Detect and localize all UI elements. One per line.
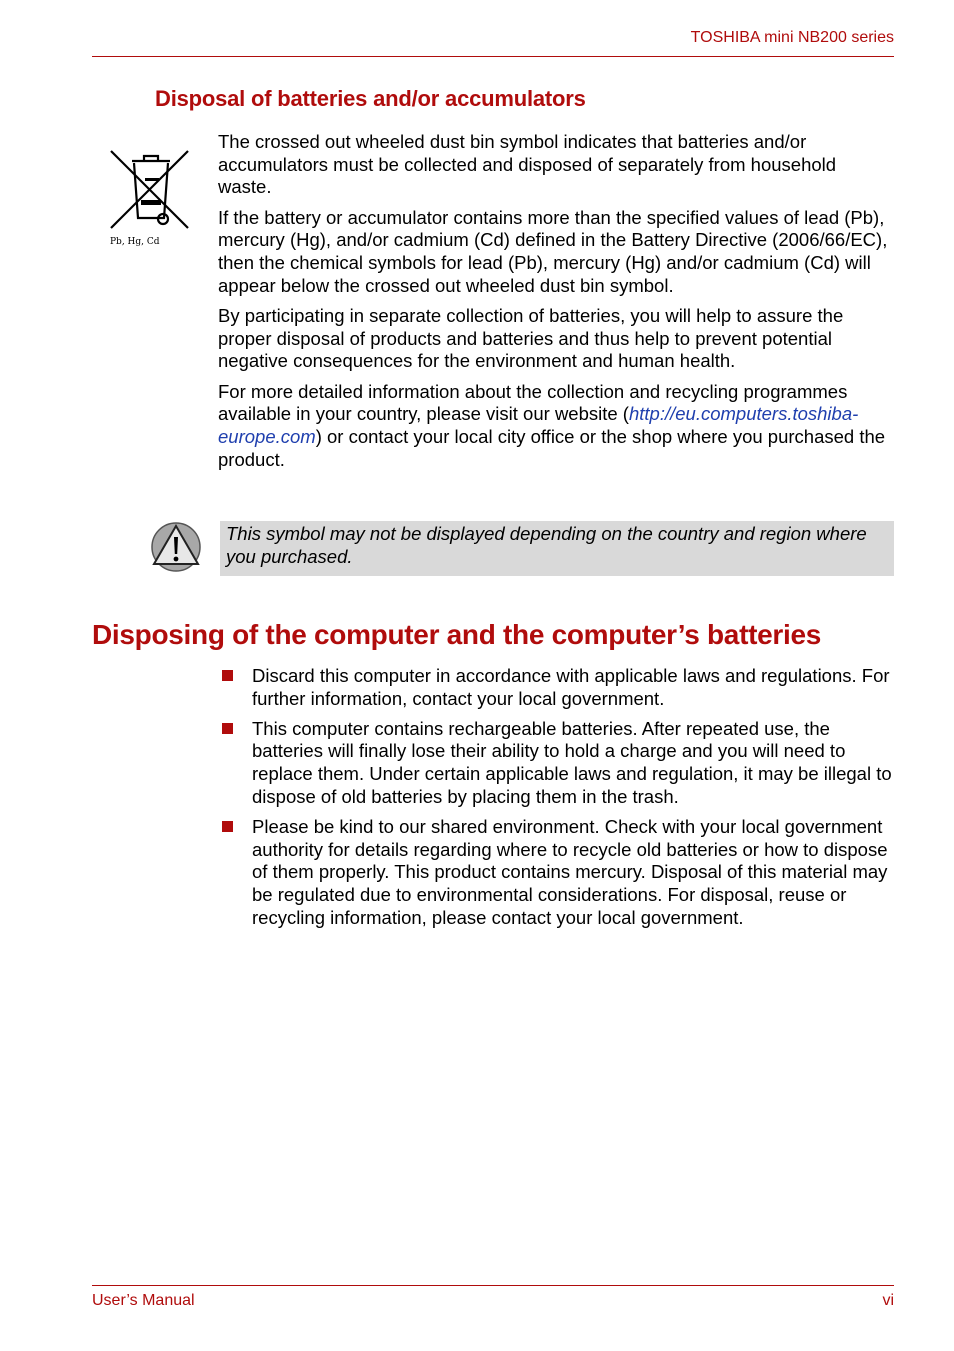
website-link[interactable]: http://eu.computers.toshiba-europe.com xyxy=(218,403,859,447)
header-rule xyxy=(92,56,894,57)
footer-manual-title: User’s Manual xyxy=(92,1292,195,1309)
bullet-square-icon xyxy=(222,723,233,734)
paragraph-3: By participating in separate collection of batteries, you will help to assure the proper disposal of products and batteries and thus help to prevent potential negative consequences for the environment and human health. xyxy=(218,304,844,372)
page-number: vi xyxy=(882,1292,894,1309)
footer-rule xyxy=(92,1285,894,1286)
running-header: TOSHIBA mini NB200 series xyxy=(690,29,894,46)
list-item xyxy=(220,665,894,711)
crossed-out-wheeled-bin-icon xyxy=(108,148,193,248)
list-item xyxy=(220,718,894,809)
warning-icon xyxy=(150,520,202,572)
paragraph-4 xyxy=(218,381,894,472)
paragraph-1: The crossed out wheeled dust bin symbol indicates that batteries and/or accumulators must be collected and disposed of separately from household waste. xyxy=(218,131,837,198)
note-box: This symbol may not be displayed depending on the country and region where you purchased. xyxy=(220,521,894,576)
paragraph-4-end: ) or contact your local city office or the shop where you purchased the product. xyxy=(218,425,886,470)
paragraph-2: If the battery or accumulator contains more than the specified values of lead (Pb), mercury (Hg), and/or cadmium (Cd) defined in the Battery Directive (2006/66/EC), then the chemical symbols for lead (Pb), mercury (Hg) and/or cadmium (Cd) will appear below the crossed out wheeled dust bin symbol. xyxy=(218,206,888,296)
intro-text-block xyxy=(218,131,894,479)
list-item-text: This computer contains rechargeable batteries. After repeated use, the batteries will finally lose their ability to hold a charge and you will need to replace them. Under certain applicable laws and regulation, it may be illegal to dispose of old batteries by placing them in the trash. xyxy=(252,717,892,807)
list-item-text: Discard this computer in accordance with applicable laws and regulations. For further information, contact your local government. xyxy=(252,665,890,709)
list-item xyxy=(220,816,894,930)
main-heading: Disposing of the computer and the computer’s batteries xyxy=(92,619,822,650)
list-item-text: Please be kind to our shared environment. Check with your local government authority for details regarding where to recycle old batteries or how to dispose of them properly. This product contains mercury. Disposal of this material may be regulated due to environmental considerations. For disposal, reuse or recycling information, please contact your local government. xyxy=(252,815,888,928)
section-heading: Disposal of batteries and/or accumulators xyxy=(155,86,586,111)
bullet-square-icon xyxy=(222,821,233,832)
bin-caption: Pb, Hg, Cd xyxy=(110,237,160,247)
bullet-square-icon xyxy=(222,670,233,681)
paragraph-4-start: For more detailed information about the collection and recycling programmes available in your country, please visit our website ( xyxy=(218,380,848,425)
disposal-bullet-list xyxy=(220,665,894,937)
